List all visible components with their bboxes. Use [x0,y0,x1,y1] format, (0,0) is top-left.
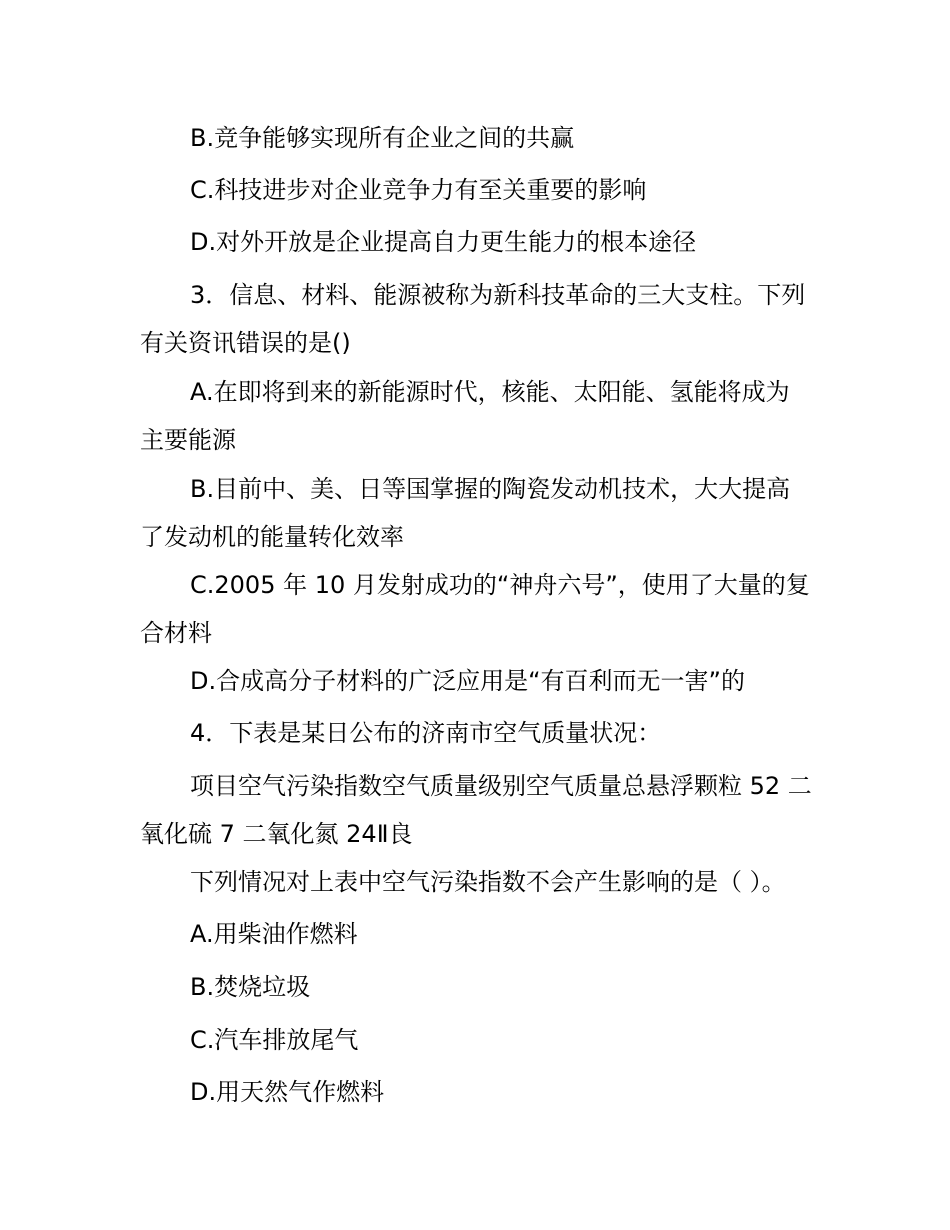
option-c-q2: C.科技进步对企业竞争力有至关重要的影响 [190,176,647,204]
question-3: 3．信息、材料、能源被称为新科技革命的三大支柱。下列有关资讯错误的是() [140,281,806,357]
option-d-q3: D.合成高分子材料的广泛应用是“有百利而无一害”的 [190,667,745,695]
option-a-q4: A.用柴油作燃料 [190,920,358,948]
option-c-q4: C.汽车排放尾气 [190,1026,359,1054]
option-a-q3: A.在即将到来的新能源时代，核能、太阳能、氢能将成为主要能源 [140,378,790,454]
question-4: 4．下表是某日公布的济南市空气质量状况： [190,719,662,747]
option-c-q3: C.2005 年 10 月发射成功的“神舟六号”，使用了大量的复合材料 [140,571,810,647]
option-b-q4: B.焚烧垃圾 [190,973,311,1001]
air-quality-table-text: 项目空气污染指数空气质量级别空气质量总悬浮颗粒 52 二氧化硫 7 二氧化氮 24Ⅱ良 [140,772,812,848]
option-d-q4: D.用天然气作燃料 [190,1078,385,1106]
question-4-prompt: 下列情况对上表中空气污染指数不会产生影响的是（ ）。 [190,868,786,896]
option-d-q2: D.对外开放是企业提高自力更生能力的根本途径 [190,228,697,256]
option-b-q3: B.目前中、美、日等国掌握的陶瓷发动机技术，大大提高了发动机的能量转化效率 [140,475,791,551]
option-b-q2: B.竞争能够实现所有企业之间的共赢 [190,124,575,152]
